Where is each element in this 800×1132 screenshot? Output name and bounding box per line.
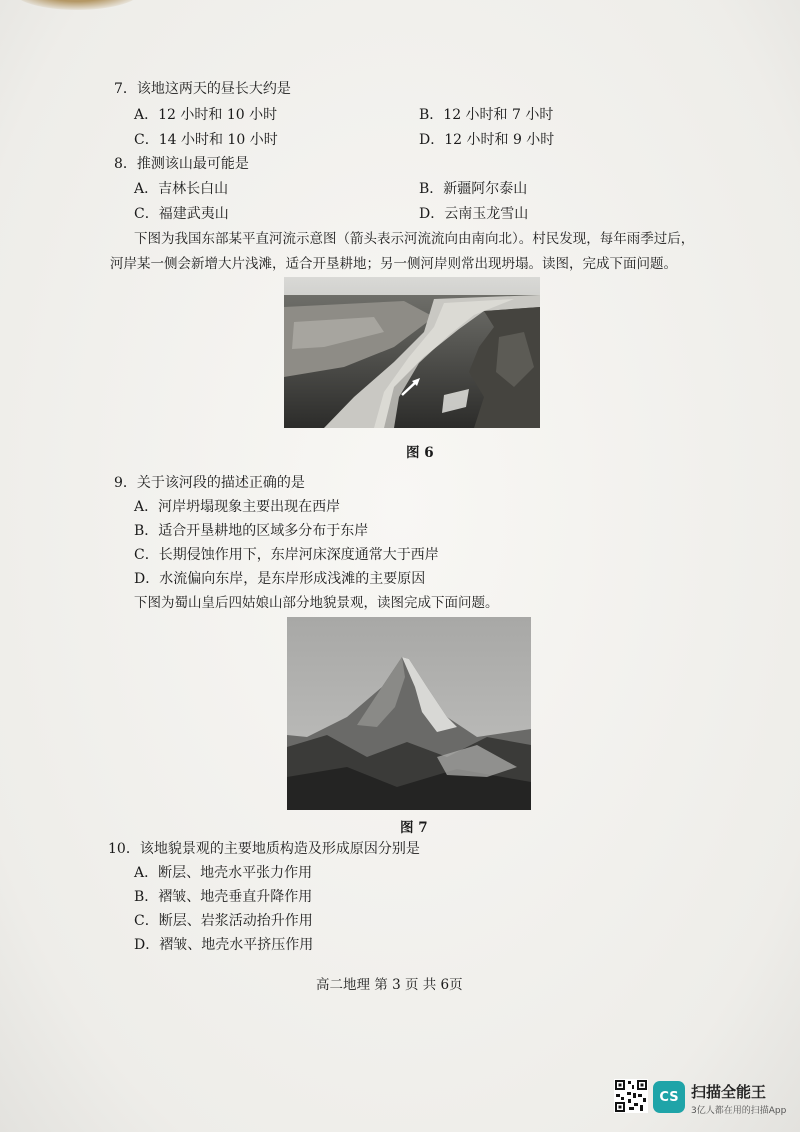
page-footer: 高二地理 第 3 页 共 6页 xyxy=(316,977,463,993)
question-8-option-b: B．新疆阿尔泰山 xyxy=(419,181,528,197)
corner-stain xyxy=(12,0,142,10)
question-9-option-d: D．水流偏向东岸，是东岸形成浅滩的主要原因 xyxy=(134,571,426,587)
camscanner-logo: CS xyxy=(653,1081,685,1113)
question-10-stem: 10．该地貌景观的主要地质构造及形成原因分别是 xyxy=(108,841,420,857)
question-8-option-d: D．云南玉龙雪山 xyxy=(419,206,529,222)
question-9-option-c: C．长期侵蚀作用下，东岸河床深度通常大于西岸 xyxy=(134,547,439,563)
question-10-option-c: C．断层、岩浆活动抬升作用 xyxy=(134,913,313,929)
question-8-stem: 8．推测该山最可能是 xyxy=(114,156,249,172)
question-9-option-a: A．河岸坍塌现象主要出现在西岸 xyxy=(134,499,341,515)
question-7-option-c: C．14 小时和 10 小时 xyxy=(134,132,278,148)
figure-6-river-photo xyxy=(284,277,540,428)
figure-6-intro-line-1: 下图为我国东部某平直河流示意图（箭头表示河流流向由南向北）。村民发现，每年雨季过后， xyxy=(134,231,695,247)
question-10-option-a: A．断层、地壳水平张力作用 xyxy=(134,865,313,881)
figure-7-intro: 下图为蜀山皇后四姑娘山部分地貌景观，读图完成下面问题。 xyxy=(134,595,499,611)
figure-7-mountain-photo xyxy=(287,617,531,810)
question-8-option-c: C．福建武夷山 xyxy=(134,206,229,222)
question-8-option-a: A．吉林长白山 xyxy=(134,181,229,197)
scanner-app-name: 扫描全能王 xyxy=(691,1083,767,1101)
question-7-option-a: A．12 小时和 10 小时 xyxy=(134,107,278,123)
qr-code-icon xyxy=(614,1079,648,1113)
figure-6-intro-line-2: 河岸某一侧会新增大片浅滩，适合开垦耕地；另一侧河岸则常出现坍塌。读图，完成下面问题。 xyxy=(110,256,677,272)
scanner-slogan: 3亿人都在用的扫描App xyxy=(691,1106,787,1116)
question-10-option-b: B．褶皱、地壳垂直升降作用 xyxy=(134,889,313,905)
question-7-stem: 7．该地这两天的昼长大约是 xyxy=(114,81,291,97)
question-9-option-b: B．适合开垦耕地的区域多分布于东岸 xyxy=(134,523,369,539)
question-7-option-d: D．12 小时和 9 小时 xyxy=(419,132,555,148)
question-9-stem: 9．关于该河段的描述正确的是 xyxy=(114,475,305,491)
figure-6-caption: 图 6 xyxy=(406,445,434,461)
figure-7-caption: 图 7 xyxy=(400,820,428,836)
question-10-option-d: D．褶皱、地壳水平挤压作用 xyxy=(134,937,314,953)
question-7-option-b: B．12 小时和 7 小时 xyxy=(419,107,554,123)
